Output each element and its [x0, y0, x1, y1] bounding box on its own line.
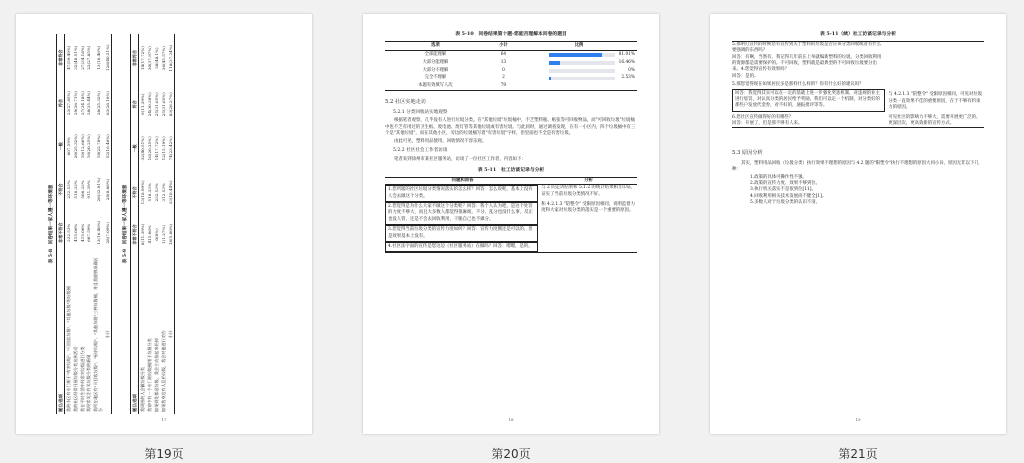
percent-label: 0% [628, 67, 635, 73]
table-title: 表 5-9 问卷结果一家人遵一等环境意 [123, 184, 129, 264]
cell: 32(40.51%) [140, 136, 146, 161]
survey-table-5-8 [56, 34, 112, 414]
cell: 36(45.57%) [160, 46, 166, 71]
interview-table-cont [732, 41, 984, 129]
analysis-cell: 可见社区的影响力不够大，需要开展更广泛的、更深层次、更高效新的宣传方式。 [888, 114, 981, 127]
col-header: 题目/选项 [57, 254, 65, 414]
table-row [153, 34, 160, 414]
page-label-20[interactable]: 第20页 [491, 447, 531, 461]
interview-table [385, 177, 637, 253]
table-row [160, 34, 167, 414]
page-number: 19 [855, 417, 861, 422]
cell: 607.59% [86, 223, 92, 242]
rotated-content [44, 34, 284, 414]
col-header: 题目/选项 [131, 254, 139, 414]
cell: 1(1.27%) [160, 225, 166, 244]
cell: 911.39% [86, 180, 92, 199]
percent-bar [549, 77, 615, 81]
analysis-cell: 与 2 的走访结果和 5.1.2 的统计结果相互印证，证实了当前垃圾分类情况不好。 [541, 185, 636, 197]
cell: 27(34.18%) [79, 45, 85, 70]
cell: 63(26.16%) [104, 81, 111, 124]
table-row [385, 185, 637, 202]
col-header: 非常符合 [131, 34, 139, 82]
cell: 607.59% [65, 137, 71, 156]
percent-label: 2.53% [621, 75, 635, 81]
row-label: 我经常关注有关垃圾分类的新闻 [86, 354, 92, 412]
cell: 23(27.85%) [65, 90, 71, 115]
survey-table-5-9 [130, 34, 174, 414]
cell: 26(32.91%) [95, 177, 101, 202]
cell: 14(17.72%) [153, 136, 159, 161]
cell: 415.06% [72, 223, 78, 242]
list-item: 5.多数人对于垃圾分类的认识不清。 [750, 200, 821, 206]
col-header: 符合 [57, 81, 65, 124]
col-header: 非常符合 [57, 34, 65, 81]
answer: 回答：开展了，但是那不够有人来。 [732, 121, 803, 127]
cell: 16(5.06%) [167, 214, 174, 254]
cell: 12(15.19%) [160, 136, 166, 161]
page-number: 18 [508, 417, 514, 422]
col-header: 一般 [131, 126, 139, 170]
cell: 28(8.86%) [104, 168, 111, 211]
row-label: 我的小区有专门用于"有害垃圾"、"可回收垃圾"、"其他垃圾"的垃圾桶 [65, 286, 71, 412]
cell: 8(11.39%) [140, 223, 146, 246]
cell: 415.06% [79, 223, 85, 242]
qa-cell: 4.社区法字面的宣传是您这边（社区服务站）在做吗？回答：嗯嗯，是的。 [385, 242, 538, 252]
cell: 516.33% [147, 183, 153, 202]
cell: 33(10.44%) [167, 170, 174, 214]
cell: 25(31.65%) [153, 92, 159, 117]
cell: 38(48.1%) [153, 47, 159, 69]
option-label: 完全不理解 [424, 75, 447, 81]
cell: 516.33% [72, 180, 78, 199]
cell: 83(26.27%) [167, 82, 174, 126]
table-row [385, 67, 637, 75]
qa-cell: 1.您所辖的社区垃圾分类情况落实的怎么样？回答：怎么说呢，基本上没有人会去做这个分类。 [385, 185, 538, 202]
table-title: 表 5-11 社工访谈记录与分析 [477, 166, 545, 173]
count: 13 [500, 59, 507, 65]
page-number: 17 [161, 417, 167, 422]
analysis-cell: 和 4.2.1.3 "陪整令" 受限原因相同，说明监督力度和大家对垃圾分类的落实是一个重要的原因。 [541, 202, 636, 214]
cell: 29(36.71%) [72, 90, 78, 115]
table-title: 表 5-11（续）社工访谈记录与分析 [819, 31, 897, 37]
row-label: 我所在地区有"可回收垃圾"、"厨余垃圾"、"其他垃圾"三种垃圾桶，并且我能够准确区分 [93, 257, 104, 412]
table-row [732, 115, 984, 128]
option-label: 大部分能理解 [422, 59, 449, 65]
cell: 47(59.49%) [65, 45, 71, 70]
table-row [732, 82, 984, 112]
row-label: 小计 [167, 254, 174, 414]
paragraph: 根据笔者观察，几乎没有人进行垃圾分类。在"其他垃圾"垃圾桶中，不乏塑料瓶、纸张等可回收物品，而"可回收垃圾"垃圾桶中也不乏有用过的卫生纸、废电池、废灯管等其他垃圾或有害垃圾。与此同时，通过调查发现，在有一小区内，四个垃圾桶中有三个是"其他垃圾"，而在其他小区，旁边的垃圾桶写着"有害垃圾"字样，但里面也不全是有害垃圾。 [385, 118, 636, 137]
percent-bar [549, 69, 615, 73]
cell: 9(11.39%) [140, 93, 146, 115]
list-item: 2.政策的宣传力度、效果不够到位。 [750, 181, 821, 187]
cell: 18(22.78%) [95, 134, 101, 159]
qa-cell: 3.您觉得当前垃圾分类的宣传力度如何？回答：宣传力度倒还是可以的，但是效果基本上没有。 [385, 225, 538, 242]
table-row-subtotal [104, 34, 111, 414]
cell: 24(30.38%) [147, 92, 153, 117]
list-item: 1.政策的具体可操作性不强。 [750, 174, 807, 180]
cell: 0(0%) [153, 228, 159, 241]
row-label: 我周围的人会做垃圾分类 [140, 366, 146, 412]
survey-table-5-10 [385, 41, 637, 91]
answer: 回答：有啊，当然有，我记得几年前在上举就编新塑料的垃圾，分类回收利用的资源都是需要保护的。不可回收，塑料就是最典型的不可回收垃圾要分出来。4.您觉得宣传有效果吗？ [732, 54, 882, 73]
table-row [64, 34, 71, 414]
page-label-19[interactable]: 第19页 [144, 447, 184, 461]
cell: 27(34.18%) [79, 90, 85, 115]
col-header: 非常不符合 [57, 211, 65, 254]
cell: 30(37.97%) [147, 46, 153, 71]
cell: 506.33% [79, 180, 85, 199]
answer: 回答：是的。 [732, 73, 759, 79]
col-header: 符合 [131, 82, 139, 126]
row-label: 我在平时生活中经常对垃圾进行分类 [79, 346, 85, 412]
cell: 20(25.32%) [72, 134, 78, 159]
cell: 232.53% [65, 223, 71, 242]
table-row [385, 51, 637, 59]
table-row [79, 34, 86, 414]
percent-label: 16.46% [618, 59, 635, 65]
total-count: 79 [486, 82, 521, 90]
list-item: 3.执行机关落实不是很到位[11]。 [750, 187, 816, 193]
cell: 232.53% [153, 183, 159, 202]
table-row [385, 75, 637, 83]
analysis-cell: 与 4.2.1.3 "陪整令" 受限原因相同，可见对垃圾分类一直效果不佳的重要原因，在于不够有约束力的原因。 [888, 92, 983, 110]
question: 6.您社区宣传做得好的有哪些？ [732, 114, 794, 120]
cell: 14(17.72%) [140, 46, 146, 71]
cell: 13(16.46%) [95, 220, 101, 245]
cell: 13(18.99%) [140, 180, 146, 205]
table-row [139, 34, 146, 414]
row-label: 我家中有一个专门的垃圾桶用于垃圾分类 [147, 338, 153, 412]
col-header: 比例 [521, 41, 637, 50]
subsection-heading: 5.2.2 社区社会工作者访谈 [393, 147, 448, 153]
col-header: 非常不符合 [131, 214, 139, 254]
cell: 32(40.51%) [72, 45, 78, 70]
cell: 415.06% [147, 225, 153, 244]
cell: 25(31.65%) [160, 92, 166, 117]
count: 0 [502, 67, 505, 73]
row-label: 如果到处都是垃圾，我会主动捡起来扔掉 [153, 338, 159, 412]
count: 64 [500, 51, 507, 57]
table-row [92, 34, 104, 414]
row-label: 小计 [104, 254, 111, 414]
percent-label: 81.01% [618, 51, 635, 57]
table-row [146, 34, 153, 414]
answer: 回答：我觉得其实可以在一定的基础上进一步强化奖惩机制，对违规的业主进行惩罚，对认真分类的居民给予奖励。我们可以定一个机制，对分类好的那些户发放代金券，对不好的，通报批评等等。 [732, 89, 885, 112]
subsection-heading: 5.2.1 分类回收站实地观察 [393, 109, 448, 115]
col-header: 问题和回答 [451, 177, 474, 183]
cell: 16(20.25%) [147, 136, 153, 161]
cell: 10(12.66%) [79, 134, 85, 159]
document-page-20[interactable] [363, 14, 659, 434]
cell: 13(16.46%) [95, 45, 101, 70]
paragraph: 其实，塑料用品回收（垃圾分类）执行效果不理想的原因与 4.2 题的"限塑令"执行不理想的原因大同小异，原因无非以下几种： [732, 160, 979, 173]
row-label: 如果我身边有人乱扔垃圾，我会对他进行劝告 [160, 330, 166, 412]
row-label: 我的社区经常开展垃圾分类宣传活动 [72, 346, 78, 412]
cell: 232.53% [65, 180, 71, 199]
col-header: 选项 [385, 41, 486, 50]
section-heading: 5.2 社区实地走访 [385, 99, 427, 106]
table-row-total [385, 82, 637, 90]
list-item: 4.回收利用相关技术发展尚不健全[1]。 [750, 193, 827, 199]
table-row [86, 34, 93, 414]
col-header: 不符合 [57, 168, 65, 211]
question: 5.那您觉得现在如果居民多是那样什么样的？你有什么好的建议吗？ [732, 82, 864, 88]
section-heading: 5.3 原因分析 [732, 150, 763, 157]
total-label: 本题有效填写人次 [385, 82, 486, 90]
table-row [385, 225, 637, 252]
table-row [385, 59, 637, 67]
col-header: 小计 [486, 41, 521, 50]
col-header: 一般 [57, 125, 65, 168]
question: 5.那明打宣传的时候您有宣传到关于塑料的垃圾是否应该分类回收或者有什么要强调的东西吗？ [732, 41, 882, 54]
paragraph: 由此可见，塑料用品使用、回收情况不容乐观。 [394, 138, 487, 144]
table-row [385, 202, 637, 225]
col-header: 不符合 [131, 170, 139, 214]
count: 2 [502, 75, 505, 81]
cell: 28(7.09%) [104, 211, 111, 254]
table-row [72, 34, 79, 414]
cell: 16(20.25%) [86, 134, 92, 159]
cell: 312.53% [160, 183, 166, 202]
cell: 74(23.42%) [167, 126, 174, 170]
cell: 128(40.51%) [104, 34, 111, 81]
paragraph: 笔者来到徐州市某社区服务站，访谈了一位社区工作者，内容如下： [394, 156, 526, 162]
cell: 22(27.85%) [86, 45, 92, 70]
cell: 20(25.32%) [95, 90, 101, 115]
document-page-19[interactable] [16, 14, 312, 434]
cell: 118(37.34%) [167, 34, 174, 82]
col-header: 分析 [584, 177, 593, 183]
qa-cell: 2.您觉得是为什么大家不做这个分类呢？回答：我个人认为吧，是这个处罚的力度不够大，而且大多数人都觉得很麻烦，不分、乱分也没什么事，反正也没人管，还是不会去回收利用，干脆自己也不做分。 [385, 202, 538, 225]
table-title: 表 5-10 问卷结果第十题-您能否理解本问卷的题目 [455, 31, 567, 37]
document-page-21[interactable] [710, 14, 1006, 434]
cell: 52(16.46%) [104, 125, 111, 168]
option-label: 全部能理解 [424, 51, 447, 57]
option-label: 大部分不理解 [422, 67, 449, 73]
table-row-subtotal [167, 34, 174, 414]
table-row [732, 42, 984, 80]
percent-bar [549, 61, 615, 65]
page-label-21[interactable]: 第21页 [838, 447, 878, 461]
percent-bar [549, 53, 615, 57]
cell: 28(35.44%) [86, 90, 92, 115]
table-title: 表 5-8 问卷结果一家人遵一等环境意 [49, 184, 54, 264]
